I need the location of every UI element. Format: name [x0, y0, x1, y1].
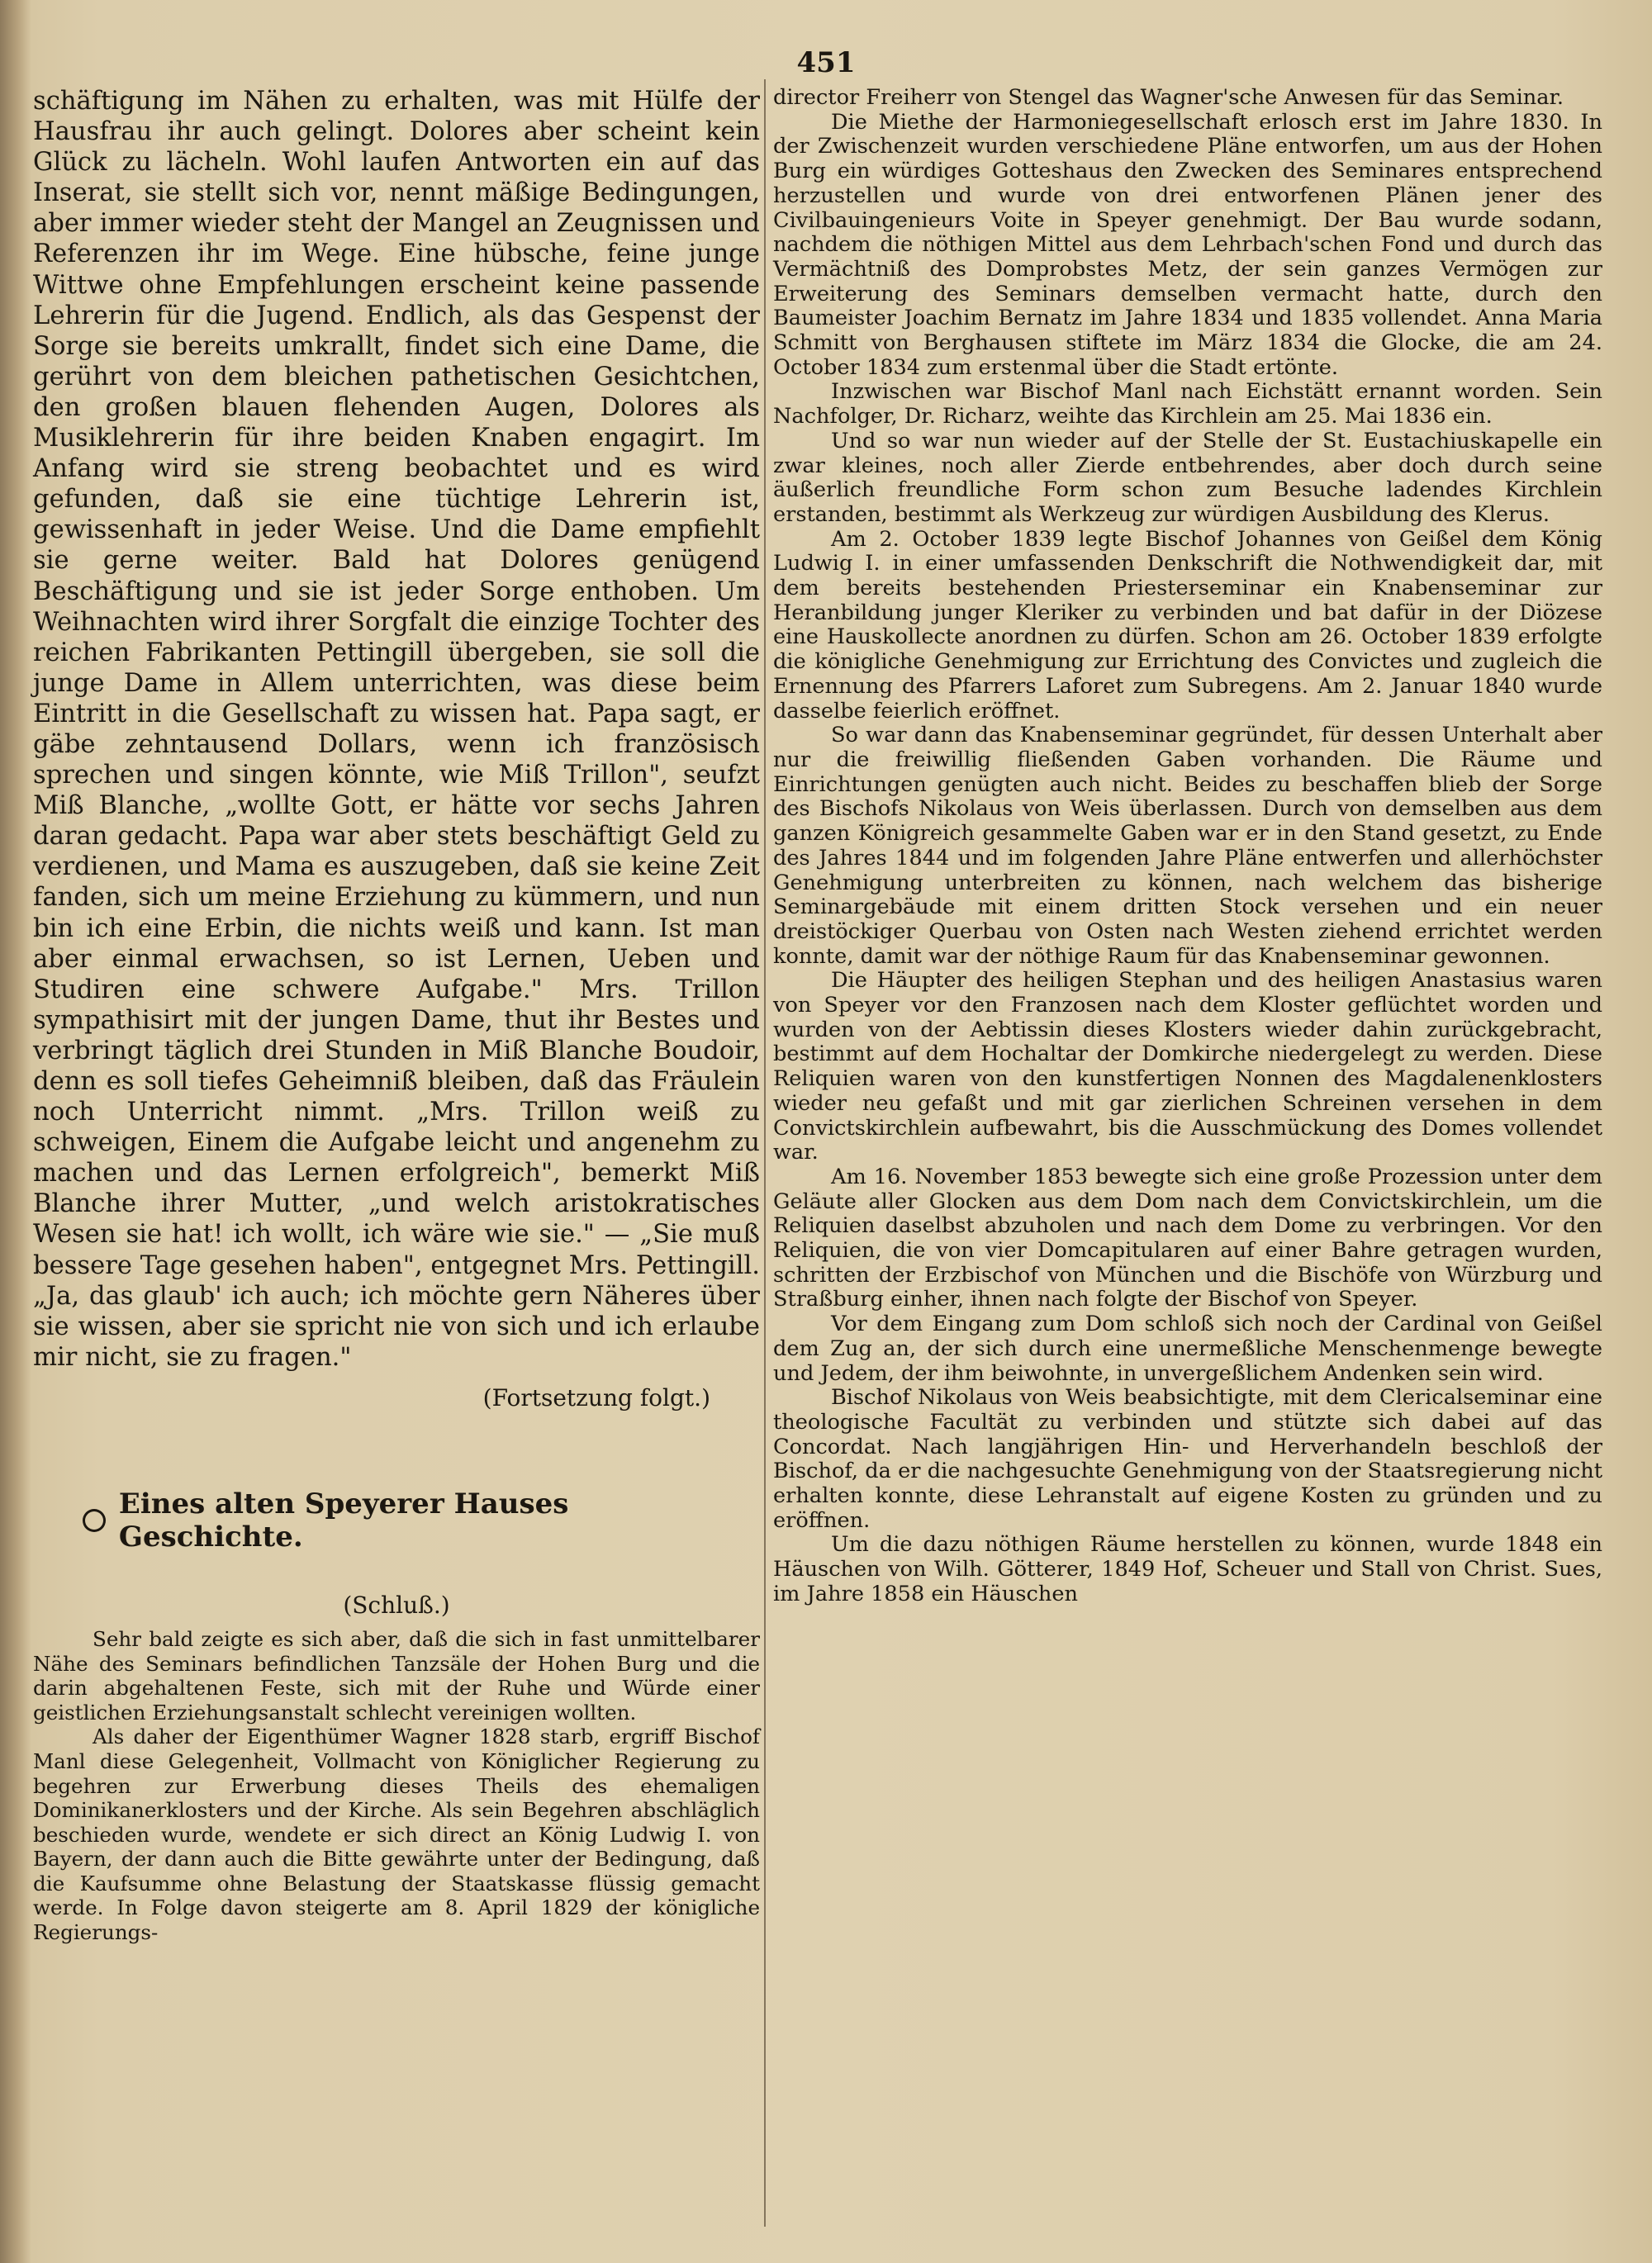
article-paragraph: Um die dazu nöthigen Räume herstellen zu können, wurde 1848 ein Häuschen von Wilh. Götterer, 1849 Hof, Scheuer und Stall von Christ. Sues, im Jahre 1858 ein Häuschen	[773, 1532, 1602, 1606]
column-divider	[764, 79, 766, 2227]
article-paragraph: Am 16. November 1853 bewegte sich eine große Prozession unter dem Geläute aller Glocken aus dem Dom nach dem Convictskirchlein, um die Reliquien daselbst abzuholen und nach dem Dome zu verbringen. Vor den Reliquien, die von vier Domcapitularen auf einer Bahre getragen wurden, schritten der Erzbischof von München und die Bischöfe von Würzburg und Straßburg einher, ihnen nach folgte der Bischof von Speyer.	[773, 1164, 1602, 1312]
left-column	[33, 86, 760, 1945]
article-paragraph: Die Miethe der Harmoniegesellschaft erlosch erst im Jahre 1830. In der Zwischenzeit wurden verschiedene Pläne entworfen, um aus der Hohen Burg ein würdiges Gotteshaus den Zwecken des Seminares entsprechend herzustellen und wurde von drei entworfenen Plänen jener des Civilbauingenieurs Voite in Speyer genehmigt. Der Bau wurde sodann, nachdem die nöthigen Mittel aus dem Lehrbach'schen Fond und durch das Vermächtniß des Domprobstes Metz, der sein ganzes Vermögen zur Erweiterung des Seminars demselben vermacht hatte, durch den Baumeister Joachim Bernatz im Jahre 1834 und 1835 vollendet. Anna Maria Schmitt von Berghausen stiftete im März 1834 die Glocke, die am 24. October 1834 zum erstenmal über die Stadt ertönte.	[773, 109, 1602, 380]
article-paragraph: Am 2. October 1839 legte Bischof Johannes von Geißel dem König Ludwig I. in einer umfassenden Denkschrift die Nothwendigkeit dar, mit dem bereits bestehenden Priesterseminar ein Knabenseminar zur Heranbildung junger Kleriker zu verbinden und bat dafür in der Diözese eine Hauskollecte anordnen zu dürfen. Schon am 26. October 1839 erfolgte die königliche Genehmigung zur Errichtung des Convictes und zugleich die Ernennung des Pfarrers Laforet zum Subregens. Am 2. Januar 1840 wurde dasselbe feierlich eröffnet.	[773, 526, 1602, 723]
right-column	[773, 86, 1602, 1607]
article-paragraph: Bischof Nikolaus von Weis beabsichtigte, mit dem Clericalseminar eine theologische Facultät zu verbinden und stützte sich dabei auf das Concordat. Nach langjährigen Hin- und Herverhandeln beschloß der Bischof, da er die nachgesuchte Genehmigung von der Staatsregierung nicht erhalten konnte, diese Lehranstalt auf eigene Kosten zu gründen und zu eröffnen.	[773, 1385, 1602, 1533]
article-paragraph: director Freiherr von Stengel das Wagner'sche Anwesen für das Seminar.	[773, 85, 1564, 110]
article-paragraph: Als daher der Eigenthümer Wagner 1828 starb, ergriff Bischof Manl diese Gelegenheit, Vollmacht von Königlicher Regierung zu begehren zur Erwerbung dieses Theils des ehemaligen Dominikanerklosters und der Kirche. Als sein Begehren abschläglich beschieden wurde, wendete er sich direct an König Ludwig I. von Bayern, der dann auch die Bitte gewährte unter der Bedingung, daß die Kaufsumme ohne Belastung der Staatskasse flüssig gemacht werde. In Folge davon steigerte am 8. April 1829 der königliche Regierungs-	[33, 1725, 760, 1945]
article-paragraph: Inzwischen war Bischof Manl nach Eichstätt ernannt worden. Sein Nachfolger, Dr. Richarz, weihte das Kirchlein am 25. Mai 1836 ein.	[773, 379, 1602, 429]
article-heading	[33, 1487, 760, 1554]
article-paragraph: Die Häupter des heiligen Stephan und des heiligen Anastasius waren von Speyer vor den Franzosen nach dem Kloster geflüchtet worden und wurden von der Aebtissin dieses Klosters wieder dahin zurückgebracht, bestimmt auf dem Hochaltar der Domkirche niedergelegt zu werden. Diese Reliquien waren von den kunstfertigen Nonnen des Magdalenenklosters wieder neu gefaßt und mit gar zierlichen Schreinen versehen in dem Convictskirchlein aufbewahrt, bis die Ausschmückung des Domes vollendet war.	[773, 968, 1602, 1165]
article-subtitle: (Schluß.)	[343, 1591, 450, 1619]
page-number: 451	[796, 46, 856, 79]
circle-bullet-icon	[83, 1509, 106, 1532]
article-paragraph: Und so war nun wieder auf der Stelle der St. Eustachiuskapelle ein zwar kleines, noch aller Zierde entbehrendes, aber doch durch seine äußerlich freundliche Form schon zum Besuche ladendes Kirchlein erstanden, bestimmt als Werkzeug zur würdigen Ausbildung des Klerus.	[773, 428, 1602, 527]
article-paragraph: Sehr bald zeigte es sich aber, daß die sich in fast unmittelbarer Nähe des Seminars befindlichen Tanzsäle der Hohen Burg und die darin abgehaltenen Feste, sich mit der Ruhe und Würde einer geistlichen Erziehungsanstalt schlecht vereinigen wollten.	[33, 1626, 760, 1725]
article-title: Eines alten Speyerer Hauses Geschichte.	[118, 1487, 569, 1554]
continued-note: (Fortsetzung folgt.)	[482, 1383, 710, 1411]
story-paragraph: schäftigung im Nähen zu erhalten, was mit Hülfe der Hausfrau ihr auch gelingt. Dolores aber scheint kein Glück zu lächeln. Wohl laufen Antworten ein auf das Inserat, sie stellt sich vor, nennt mäßige Bedingungen, aber immer wieder steht der Mangel an Zeugnissen und Referenzen ihr im Wege. Eine hübsche, feine junge Wittwe ohne Empfehlungen erscheint keine passende Lehrerin für die Jugend. Endlich, als das Gespenst der Sorge sie bereits umkrallt, findet sich eine Dame, die gerührt von dem bleichen pathetischen Gesichtchen, den großen blauen flehenden Augen, Dolores als Musiklehrerin für ihre beiden Knaben engagirt. Im Anfang wird sie streng beobachtet und es wird gefunden, daß sie eine tüchtige Lehrerin ist, gewissenhaft in jeder Weise. Und die Dame empfiehlt sie gerne weiter. Bald hat Dolores genügend Beschäftigung und sie ist jeder Sorge enthoben. Um Weihnachten wird ihrer Sorgfalt die einzige Tochter des reichen Fabrikanten Pettingill übergeben, sie soll die junge Dame in Allem unterrichten, was diese beim Eintritt in die Gesellschaft zu wissen hat. Papa sagt, er gäbe zehntausend Dollars, wenn ich französisch sprechen und singen könnte, wie Miß Trillon", seufzt Miß Blanche, „wollte Gott, er hätte vor sechs Jahren daran gedacht. Papa war aber stets beschäftigt Geld zu verdienen, und Mama es auszugeben, daß sie keine Zeit fanden, sich um meine Erziehung zu kümmern, und nun bin ich eine Erbin, die nichts weiß und kann. Ist man aber einmal erwachsen, so ist Lernen, Ueben und Studiren eine schwere Aufgabe." Mrs. Trillon sympathisirt mit der jungen Dame, thut ihr Bestes und verbringt täglich drei Stunden in Miß Blanche Boudoir, denn es soll tiefes Geheimniß bleiben, daß das Fräulein noch Unterricht nimmt. „Mrs. Trillon weiß zu schweigen, Einem die Aufgabe leicht und angenehm zu machen und das Lernen erfolgreich", bemerkt Miß Blanche ihrer Mutter, „und welch aristokratisches Wesen sie hat! ich wollt, ich wäre wie sie." — „Sie muß bessere Tage gesehen haben", entgegnet Mrs. Pettingill. „Ja, das glaub' ich auch; ich möchte gern Näheres über sie wissen, aber sie spricht nie von sich und ich erlaube mir nicht, sie zu fragen."	[33, 87, 760, 1372]
article-paragraph: So war dann das Knabenseminar gegründet, für dessen Unterhalt aber nur die freiwillig fließenden Gaben vorhanden. Die Räume und Einrichtungen genügten auch nicht. Beides zu beschaffen blieb der Sorge des Bischofs Nikolaus von Weis überlassen. Durch von demselben aus dem ganzen Königreich gesammelte Gaben war er in den Stand gesetzt, zu Ende des Jahres 1844 und im folgenden Jahre Pläne entwerfen und allerhöchster Genehmigung unterbreiten zu können, nach welchem das bisherige Seminargebäude mit einem dritten Stock versehen und ein neuer dreistöckiger Querbau von Osten nach Westen ziehend errichtet werden konnte, damit war der nöthige Raum für das Knabenseminar gewonnen.	[773, 723, 1602, 969]
article-paragraph: Vor dem Eingang zum Dom schloß sich noch der Cardinal von Geißel dem Zug an, der sich durch eine unermeßliche Menschenmenge bewegte und Jedem, der ihm beiwohnte, in unvergeßlichem Andenken sein wird.	[773, 1312, 1602, 1386]
